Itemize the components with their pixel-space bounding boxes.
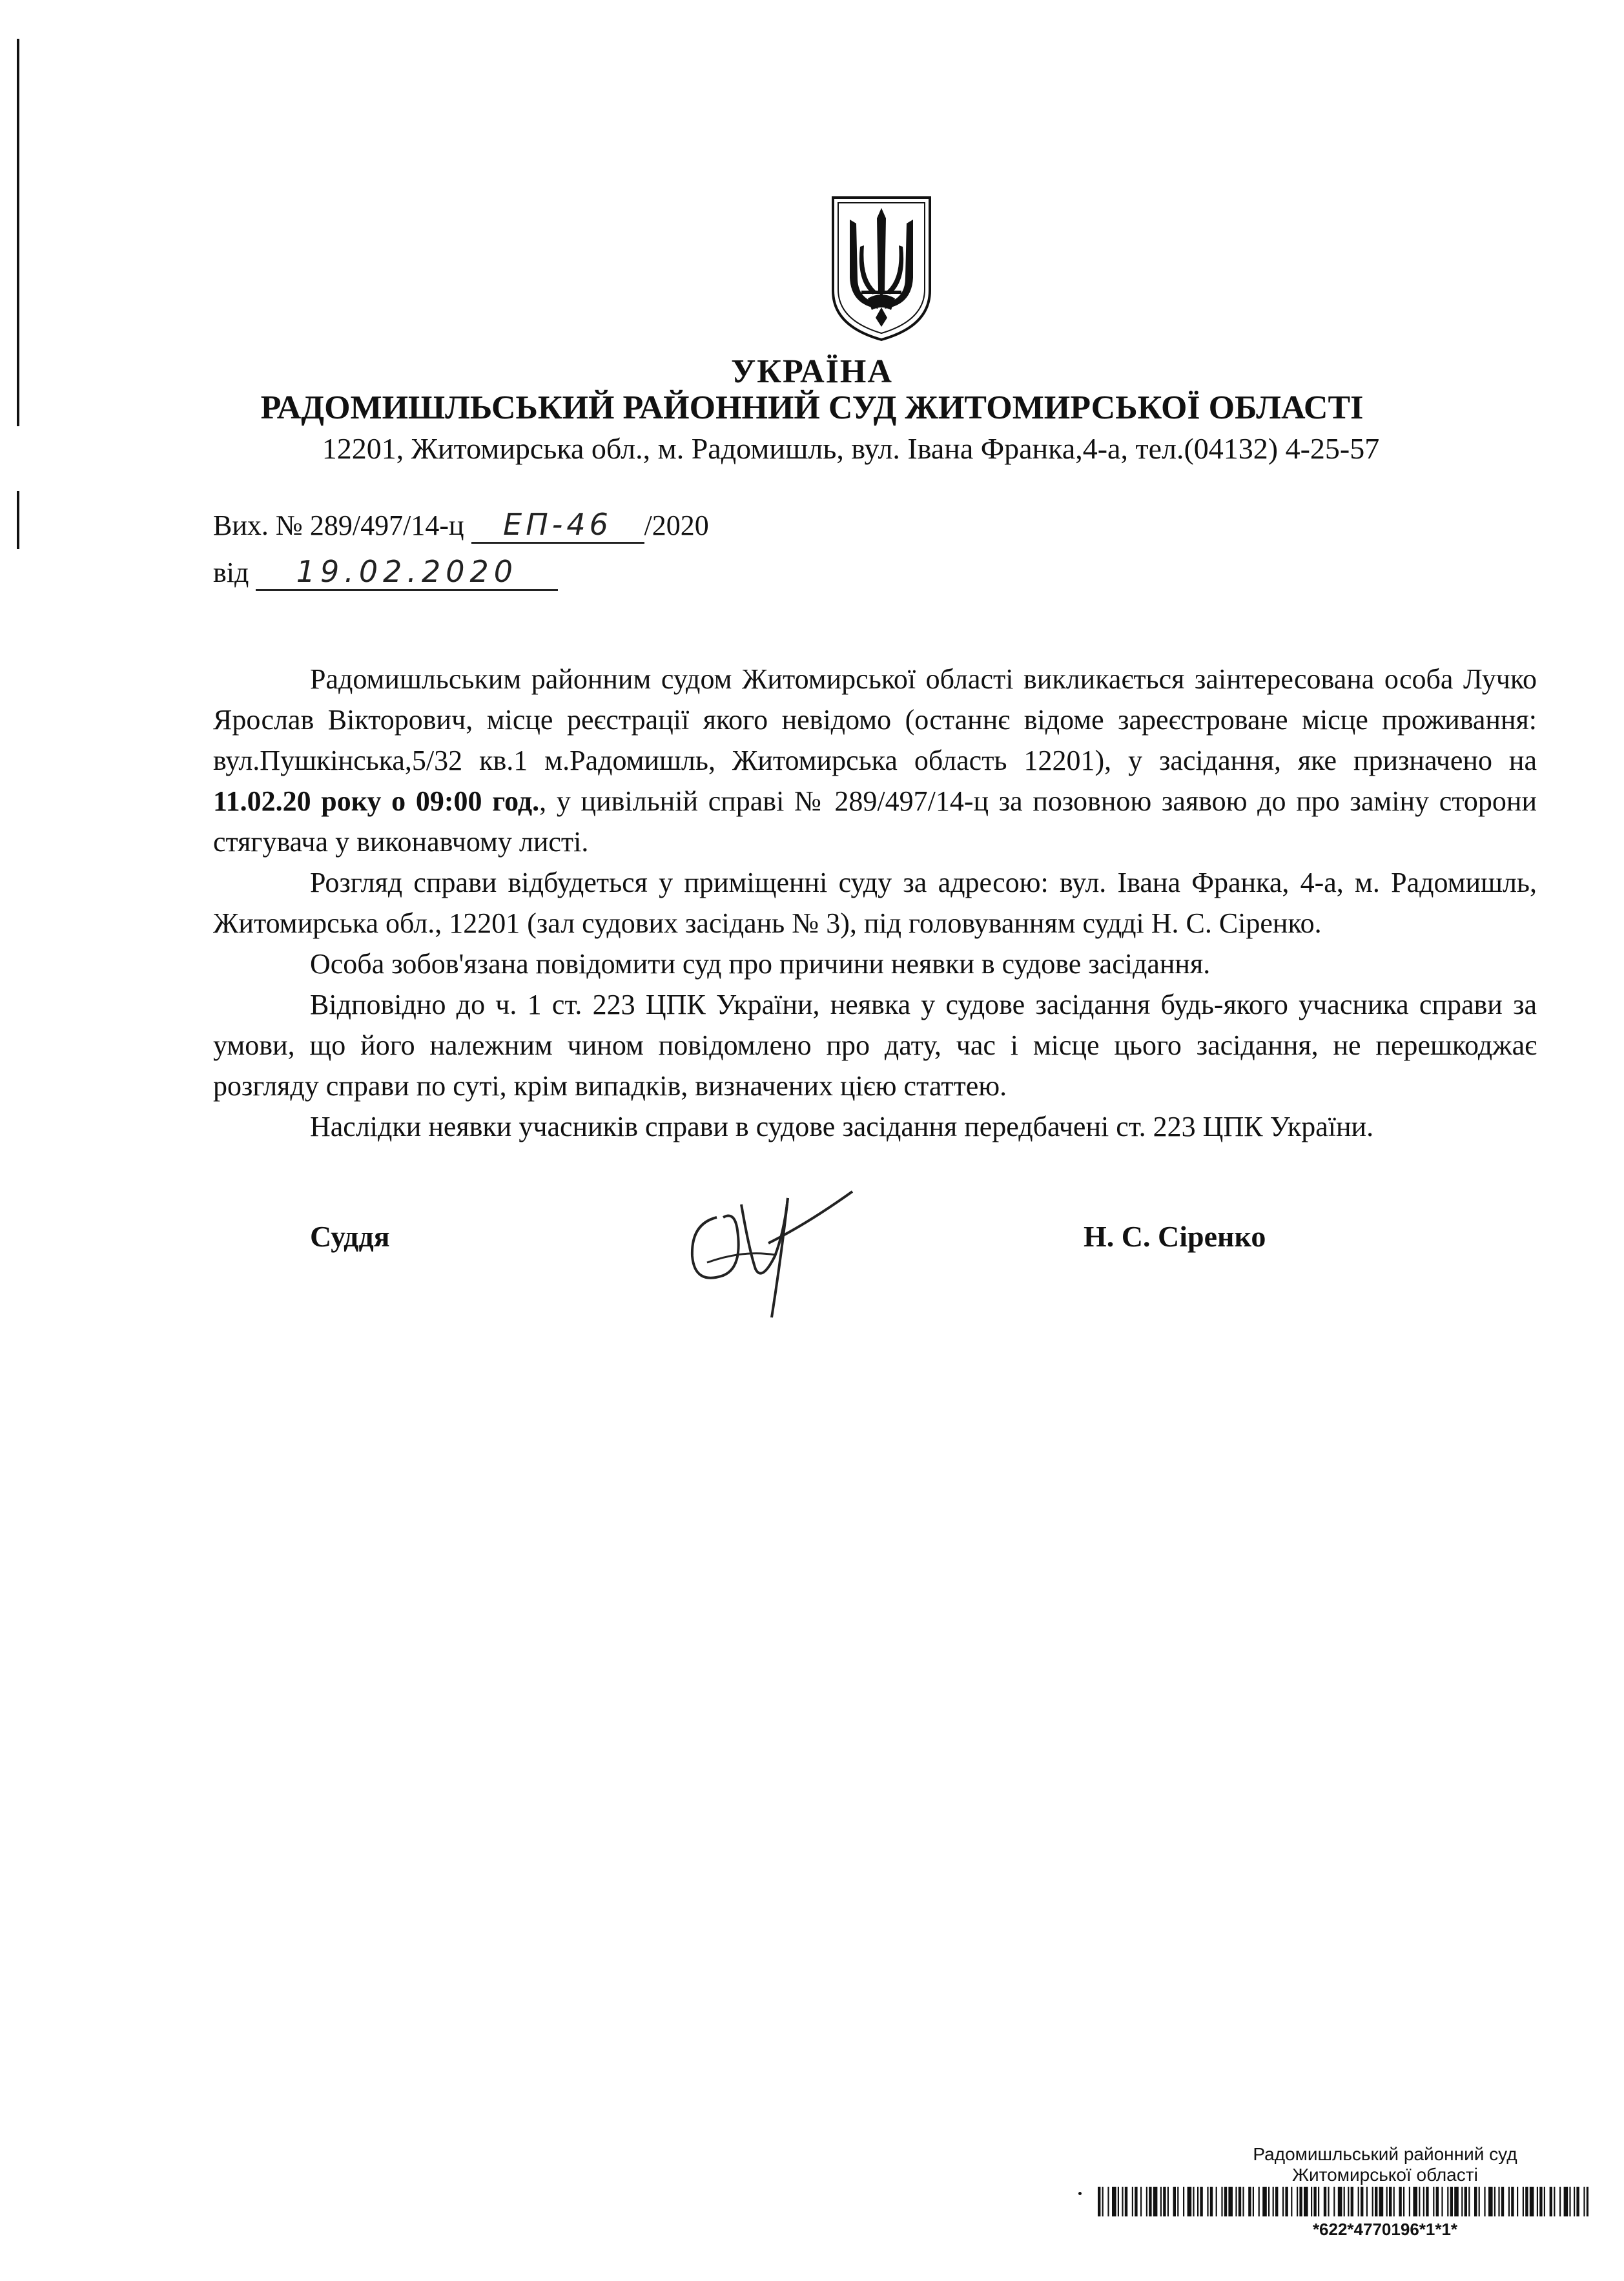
barcode-text: *622*4770196*1*1* [1312,2220,1458,2239]
signatory-role: Суддя [310,1220,390,1253]
handwritten-date: 19.02.2020 [256,554,558,591]
body-paragraph: Розгляд справи відбудеться у приміщенні суду за адресою: вул. Івана Франка, 4-а, м. Радомишль, Житомирська обл., 12201 (зал судових засідань № 3), під головуванням судді Н. С. Сіренко. [213,867,1537,939]
outgoing-number-suffix: /2020 [644,510,709,541]
hearing-datetime: 11.02.20 року о 09:00 год. [213,785,540,817]
scan-edge-mark [17,491,19,549]
body-paragraph: Наслідки неявки учасників справи в судове засідання передбачені ст. 223 ЦПК України. [310,1111,1374,1142]
handwritten-signature [678,1179,865,1327]
registry-stamp [1098,2144,1588,2240]
stamp-court-line: Радомишльський районний суд [1253,2144,1517,2164]
paragraph-text: , у цивільній справі № 289/497/14-ц за позовною заявою до про заміну сторони стягувача у виконавчому листі. [213,785,1537,858]
body-paragraph: Особа зобов'язана повідомити суд про причини неявки в судове засідання. [310,948,1211,980]
country-title: УКРАЇНА [731,353,893,390]
summons-body [213,659,1537,1147]
outgoing-number-prefix: Вих. № 289/497/14-ц [213,510,464,541]
stamp-dot [1078,2192,1082,2195]
court-address: 12201, Житомирська обл., м. Радомишль, вул. Івана Франка,4-а, тел.(04132) 4-25-57 [322,432,1380,465]
body-paragraph: Відповідно до ч. 1 ст. 223 ЦПК України, неявка у судове засідання будь-якого учасника справи за умови, що його належним чином повідомлено про дату, час і місце цього засідання, не перешкоджає розгляду справи по суті, крім випадків, визначених цією статтею. [213,989,1537,1102]
barcode [1098,2187,1588,2216]
date-label: від [213,557,249,588]
stamp-region-line: Житомирської області [1292,2165,1478,2185]
outgoing-number-line [213,507,709,544]
coat-of-arms-icon [828,194,935,342]
judge-name: Н. С. Сіренко [1084,1220,1266,1253]
paragraph-text: Радомишльським районним судом Житомирської області викликається заінтересована особа Лучко Ярослав Вікторович, місце реєстрації якого невідомо (останнє відоме зареєстроване місце проживання: вул.Пушкінська,5/32 кв.1 м.Радомишль, Житомирська область 12201), у засідання, яке призначено на [213,663,1537,776]
handwritten-outgoing-number: ЕП-46 [471,507,644,544]
court-name: РАДОМИШЛЬСЬКИЙ РАЙОННИЙ СУД ЖИТОМИРСЬКОЇ ОБЛАСТІ [260,389,1364,426]
outgoing-date-line [213,554,558,591]
body-paragraph [213,659,1537,862]
